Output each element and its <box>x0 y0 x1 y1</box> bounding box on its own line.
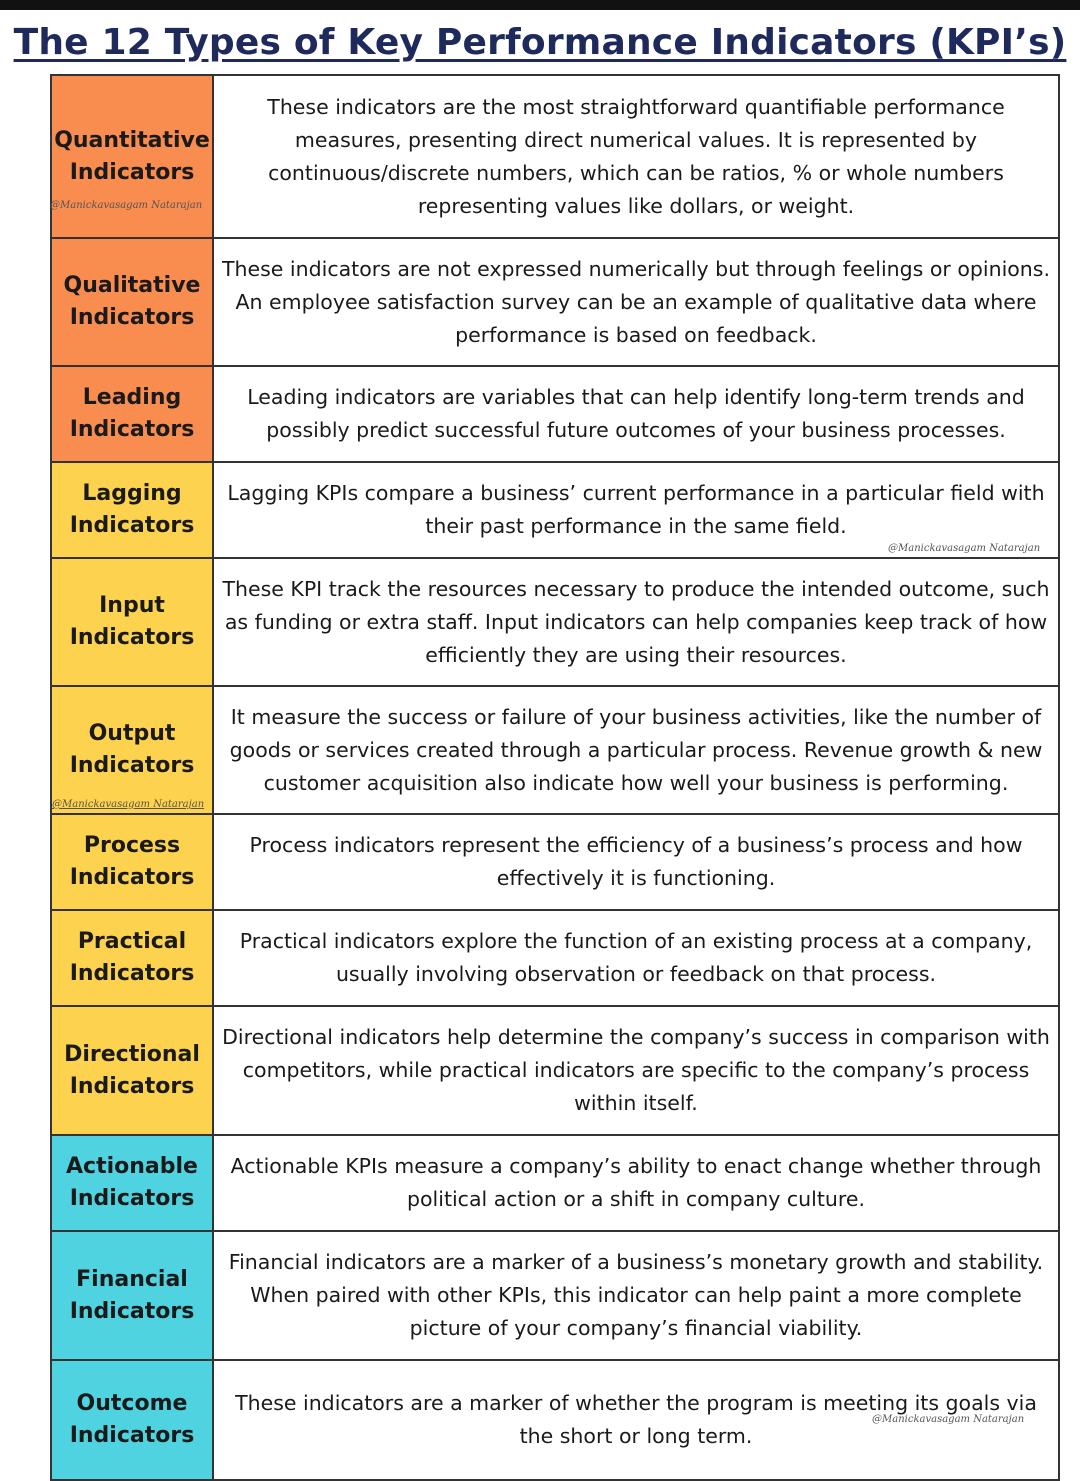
kpi-description: Actionable KPIs measure a company’s ability to enact change whether through political action or a shift in company culture. <box>230 1154 1042 1211</box>
kpi-name-line: Lagging <box>82 481 182 506</box>
kpi-name-line: Financial <box>76 1266 188 1292</box>
kpi-name-cell <box>52 815 214 909</box>
kpi-name-line: Indicators <box>69 159 195 185</box>
kpi-table <box>50 74 1060 1481</box>
kpi-name-line: Process <box>83 833 181 858</box>
kpi-name-line: Indicators <box>69 1186 195 1211</box>
kpi-description: These indicators are the most straightforward quantifiable performance measures, presenting direct numerical values. It is represented by continuous/discrete numbers, which can be ratios, % or whole numbers representing values like dollars, or weight. <box>267 94 1005 218</box>
kpi-name-cell <box>52 463 214 557</box>
kpi-name-line: Input <box>99 593 165 618</box>
kpi-description: Lagging KPIs compare a business’ current performance in a particular field with their past performance in the same field. <box>227 481 1045 538</box>
kpi-description: These indicators are a marker of whether the program is meeting its goals via the short or long term. <box>235 1391 1037 1448</box>
kpi-name-line: Indicators <box>69 1298 195 1324</box>
kpi-description: Practical indicators explore the function of an existing process at a company, usually involving observation or feedback on that process. <box>239 929 1033 986</box>
kpi-row-quantitative <box>52 76 1058 239</box>
kpi-name-cell <box>52 1361 214 1479</box>
kpi-description: Process indicators represent the efficiency of a business’s process and how effectively it is functioning. <box>249 833 1023 890</box>
kpi-row-output <box>52 687 1058 815</box>
kpi-description: It measure the success or failure of your business activities, like the number of goods or services created through a particular process. Revenue growth & new customer acquisition also indicate how well your business is performing. <box>229 704 1043 795</box>
kpi-name-cell <box>52 367 214 461</box>
kpi-row-qualitative <box>52 239 1058 367</box>
kpi-name-line: Outcome <box>76 1391 188 1416</box>
kpi-row-financial <box>52 1232 1058 1361</box>
kpi-name-line: Quantitative <box>54 127 210 153</box>
kpi-description: These KPI track the resources necessary to produce the intended outcome, such as funding or extra staff. Input indicators can help companies keep track of how efficiently they are using their resources. <box>222 576 1050 667</box>
kpi-row-actionable <box>52 1136 1058 1232</box>
kpi-row-input <box>52 559 1058 687</box>
kpi-name-line: Actionable <box>66 1154 198 1179</box>
kpi-name-cell <box>52 559 214 685</box>
watermark: @Manickavasagam Natarajan <box>872 1414 1025 1425</box>
kpi-name-line: Indicators <box>69 961 195 986</box>
kpi-name-line: Indicators <box>69 305 195 330</box>
kpi-name-line: Qualitative <box>63 273 201 298</box>
kpi-description: These indicators are not expressed numerically but through feelings or opinions. An employee satisfaction survey can be an example of qualitative data where performance is based on feedback. <box>222 256 1050 347</box>
kpi-row-leading <box>52 367 1058 463</box>
watermark: @Manickavasagam Natarajan <box>52 799 205 810</box>
kpi-name-line: Indicators <box>69 865 195 890</box>
kpi-name-line: Leading <box>82 385 182 410</box>
kpi-name-cell <box>52 911 214 1005</box>
kpi-name-cell <box>52 1007 214 1134</box>
kpi-name-cell <box>52 687 214 813</box>
kpi-name-cell <box>52 76 214 237</box>
kpi-name-line: Indicators <box>69 753 195 778</box>
kpi-description: Leading indicators are variables that can help identify long-term trends and possibly predict successful future outcomes of your business processes. <box>247 385 1025 442</box>
kpi-name-line: Indicators <box>69 1073 195 1099</box>
kpi-name-line: Output <box>88 721 176 746</box>
kpi-name-cell <box>52 1136 214 1230</box>
kpi-description: Directional indicators help determine the company’s success in comparison with competitors, while practical indicators are specific to the company’s process within itself. <box>222 1025 1050 1115</box>
kpi-name-line: Indicators <box>69 513 195 538</box>
kpi-description: Financial indicators are a marker of a business’s monetary growth and stability. When paired with other KPIs, this indicator can help paint a more complete picture of your company’s financial viability. <box>228 1250 1044 1340</box>
watermark: @Manickavasagam Natarajan <box>50 200 203 211</box>
kpi-name-line: Directional <box>64 1041 200 1067</box>
kpi-name-line: Indicators <box>69 1423 195 1448</box>
kpi-name-cell <box>52 1232 214 1359</box>
kpi-row-process <box>52 815 1058 911</box>
top-bar <box>0 0 1080 10</box>
kpi-row-directional <box>52 1007 1058 1136</box>
kpi-name-line: Indicators <box>69 417 195 442</box>
page-title: The 12 Types of Key Performance Indicators (KPI’s) <box>13 22 1067 63</box>
kpi-row-practical <box>52 911 1058 1007</box>
kpi-name-line: Practical <box>77 929 187 954</box>
watermark: @Manickavasagam Natarajan <box>888 543 1041 554</box>
kpi-name-cell <box>52 239 214 365</box>
kpi-name-line: Indicators <box>69 625 195 650</box>
